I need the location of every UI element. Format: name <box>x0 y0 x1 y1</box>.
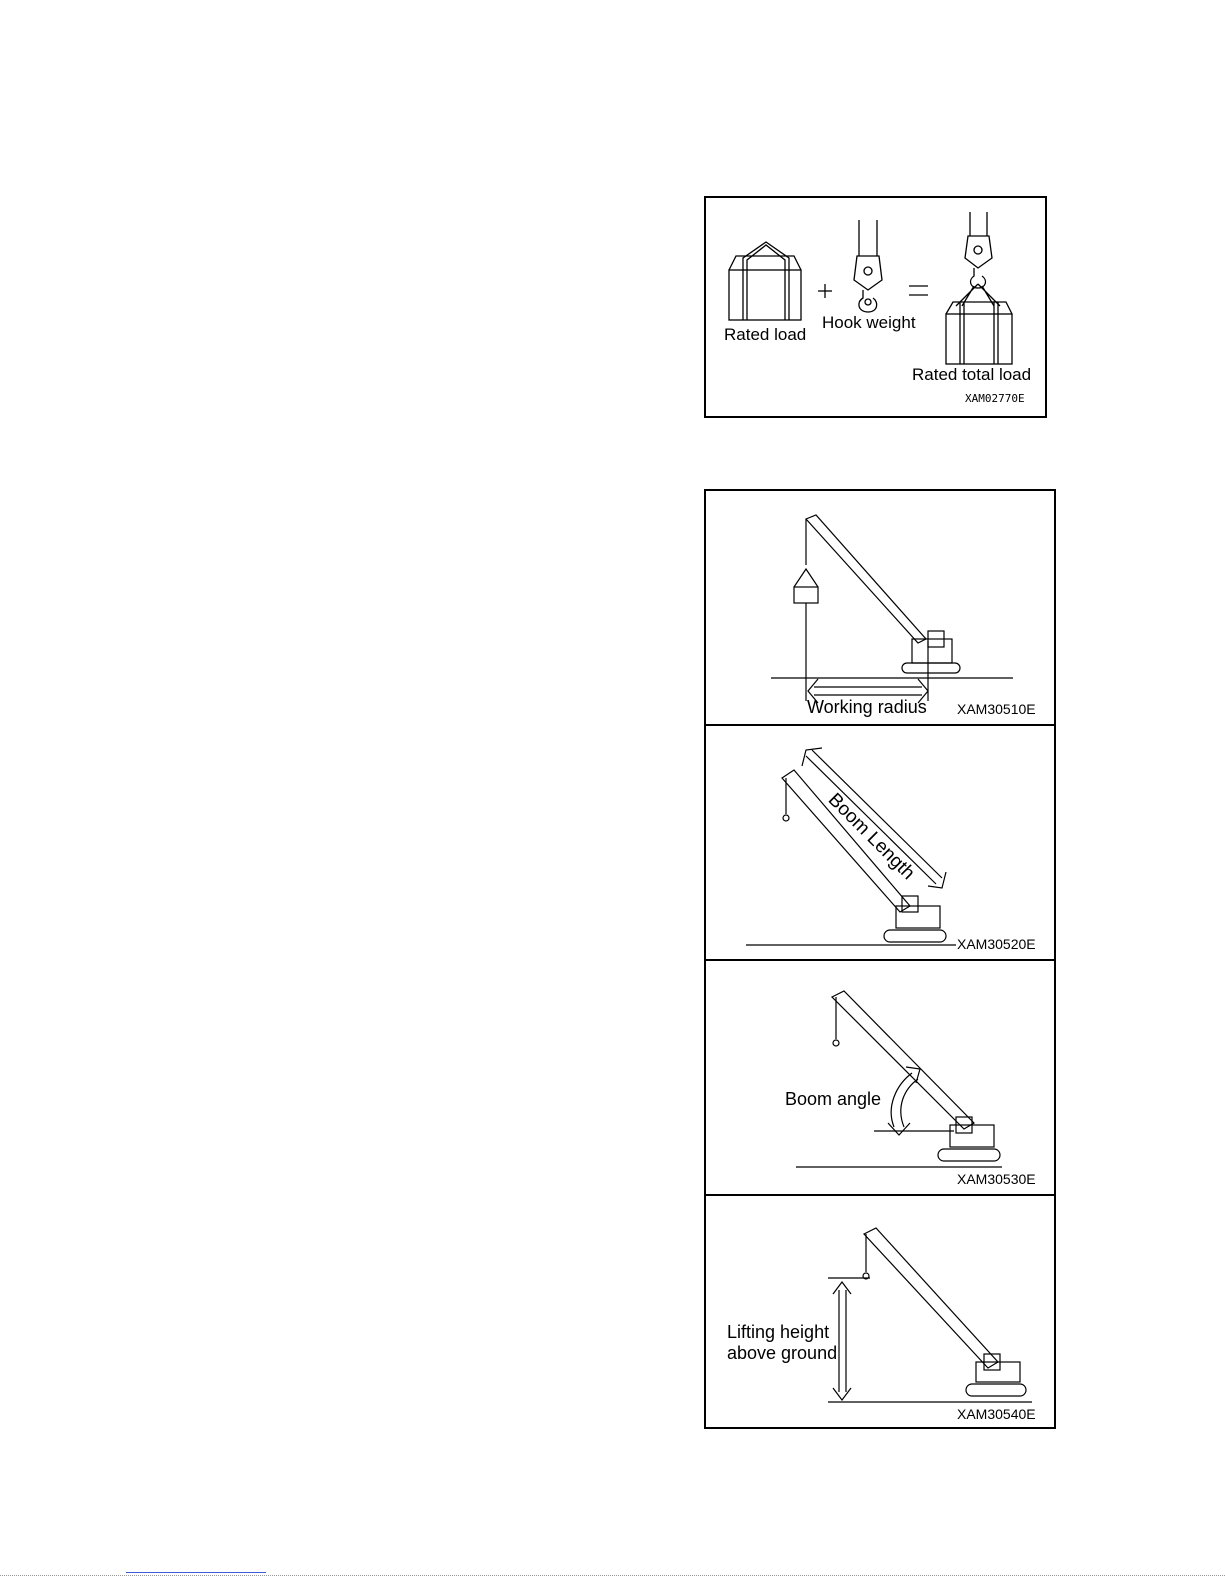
figure-code: XAM02770E <box>965 392 1025 405</box>
rated-load-label: Rated load <box>724 325 807 344</box>
boom-length-label: Boom Length <box>823 789 919 885</box>
figure-boom-length <box>704 724 1056 961</box>
figure-code: XAM30520E <box>957 936 1036 952</box>
hook-with-load-icon <box>946 212 1012 364</box>
working-radius-label: Working radius <box>807 697 927 717</box>
hook-weight-label: Hook weight <box>822 313 916 332</box>
footer-link-underline[interactable] <box>126 1572 266 1573</box>
lifting-height-label-line2: above ground <box>727 1343 838 1363</box>
figure-rated-total-load <box>704 196 1047 418</box>
boom-angle-label: Boom angle <box>785 1089 882 1109</box>
figure-code: XAM30510E <box>957 701 1036 717</box>
hook-icon <box>854 220 882 312</box>
figure-working-radius <box>704 489 1056 726</box>
rated-total-load-label: Rated total load <box>912 365 1032 384</box>
rated-load-box-icon <box>729 242 801 320</box>
figure-code: XAM30540E <box>957 1406 1036 1422</box>
lifting-height-illustration <box>706 1196 1058 1431</box>
rated-total-load-illustration <box>706 198 1049 420</box>
figure-lifting-height <box>704 1194 1056 1429</box>
figure-boom-angle <box>704 959 1056 1196</box>
lifting-height-label-line1: Lifting height <box>727 1322 830 1342</box>
working-radius-illustration <box>706 491 1058 728</box>
boom-angle-illustration <box>706 961 1058 1198</box>
page-bottom-rule <box>0 1575 1225 1576</box>
figure-code: XAM30530E <box>957 1171 1036 1187</box>
